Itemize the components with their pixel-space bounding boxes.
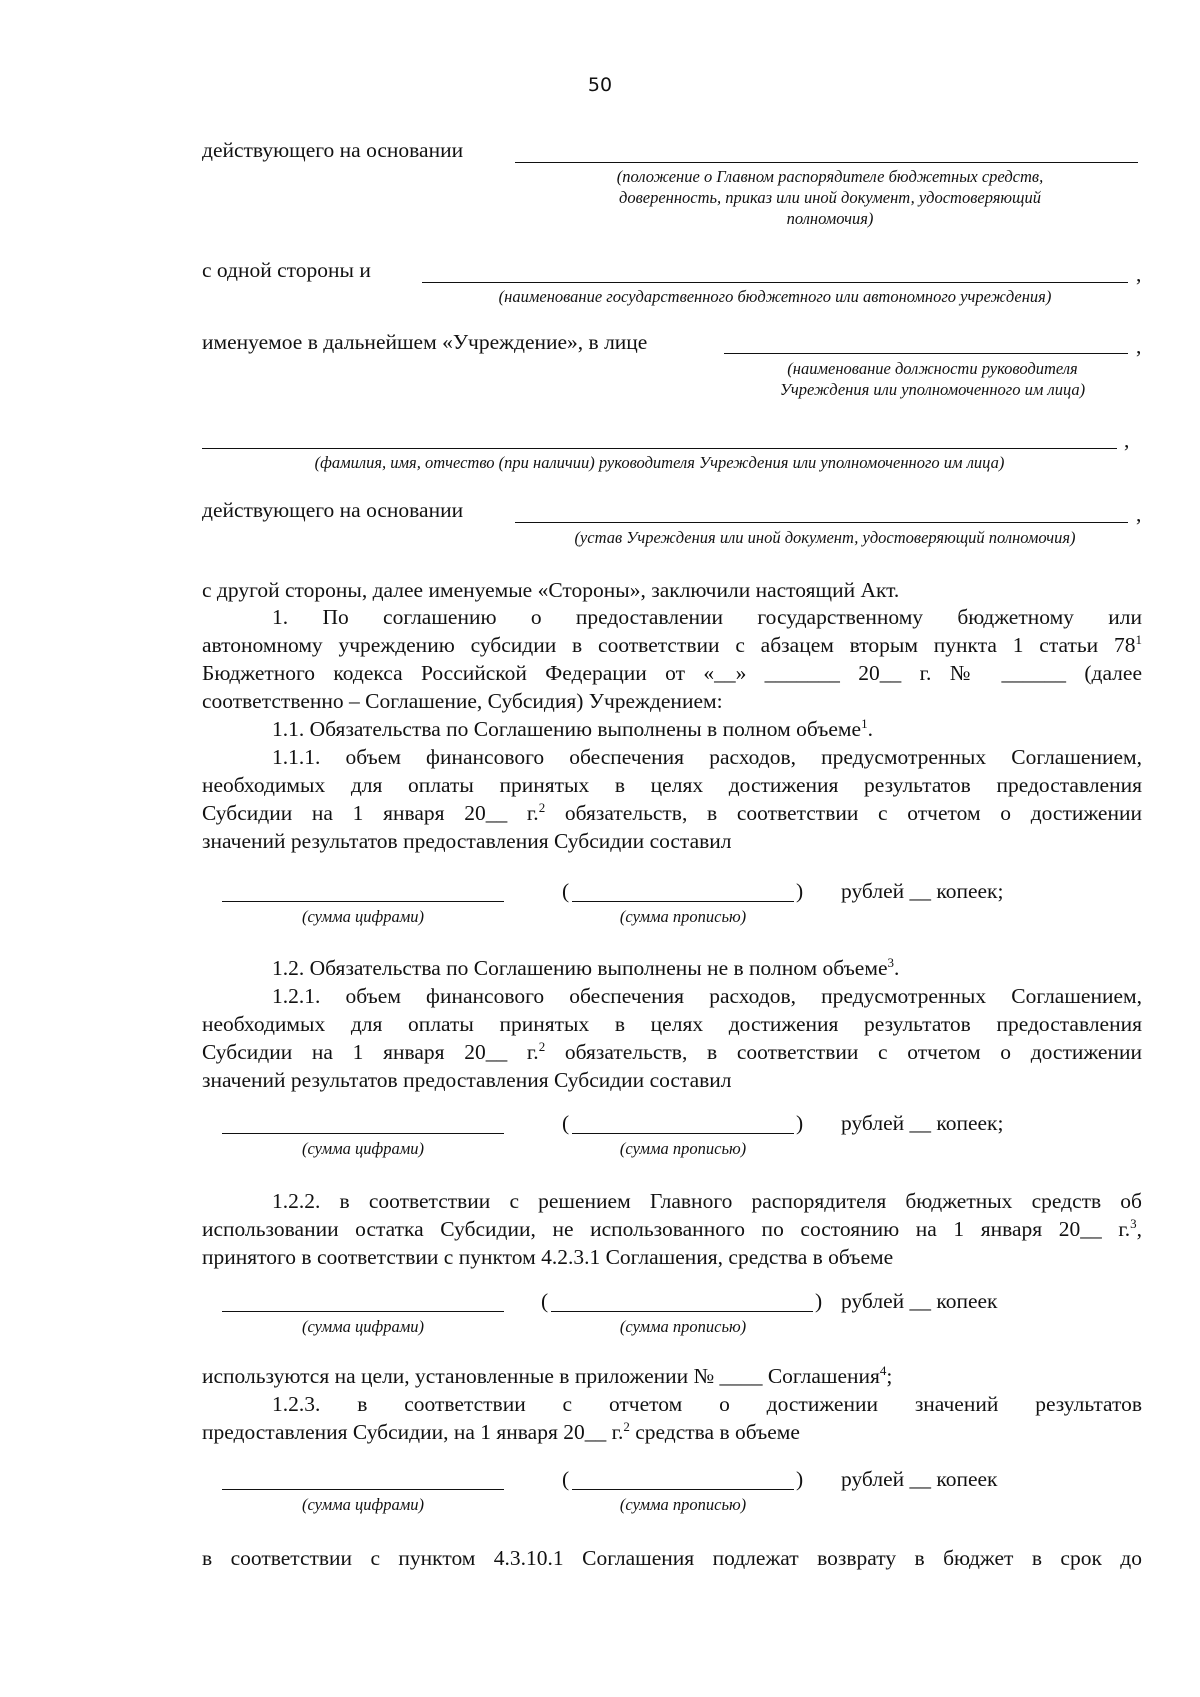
comma: , [1136,334,1142,358]
rubles-kopecks: рублей __ копеек [841,1289,998,1313]
sum-words-hint: (сумма прописью) [619,1495,747,1514]
p111-line2: необходимых для оплаты принятых в целях достижения результатов предоставления [202,773,1142,797]
p123-line1: 1.2.3. в соответствии с отчетом о достижении значений результатов [272,1392,1142,1416]
acting-basis-label: действующего на основании [202,138,464,162]
one-side-label: с одной стороны и [202,258,371,282]
rubles-kopecks: рублей __ копеек; [841,1111,1004,1135]
other-side-line: с другой стороны, далее именуемые «Стороны», заключили настоящий Акт. [202,578,900,602]
p11-line: 1.1. Обязательства по Соглашению выполнены в полном объеме$^1$. [272,716,873,741]
sum-words-blank [572,901,794,902]
named-label: именуемое в дальнейшем «Учреждение», в лице [202,330,648,354]
sum-digits-blank [222,1311,504,1312]
p122-line2: использовании остатка Субсидии, не использованного по состоянию на 1 января 20__ г.$^3$, [202,1216,1142,1241]
sum-words-hint: (сумма прописью) [619,1317,747,1336]
paren-open: ( [562,879,570,903]
sum-digits-blank [222,901,504,902]
sum-digits-hint: (сумма цифрами) [301,907,425,926]
paren-close: ) [796,1467,804,1491]
sum-digits-hint: (сумма цифрами) [301,1139,425,1158]
p121-line2: необходимых для оплаты принятых в целях достижения результатов предоставления [202,1012,1142,1036]
p1-line2: автономному учреждению субсидии в соответствии с абзацем вторым пункта 1 статьи $78^1$ [202,632,1142,657]
comma: , [1124,428,1130,452]
p1-line1: 1. По соглашению о предоставлении государственному бюджетному или [272,605,1142,629]
rubles-kopecks: рублей __ копеек [841,1467,998,1491]
p122-line1: 1.2.2. в соответствии с решением Главного распорядителя бюджетных средств об [272,1189,1142,1213]
comma: , [1136,262,1142,286]
sum-words-hint: (сумма прописью) [619,907,747,926]
fio-blank [202,448,1117,449]
p121-line4: значений результатов предоставления Субсидии составил [202,1068,732,1092]
paren-close: ) [796,879,804,903]
p111-line3: Субсидии на 1 января 20__ г.$^2$ обязательств, в соответствии с отчетом о достижении [202,800,1142,825]
sum-digits-hint: (сумма цифрами) [301,1317,425,1336]
paren-open: ( [562,1111,570,1135]
page-number: 50 [587,74,613,96]
comma: , [1136,502,1142,526]
sum-digits-blank [222,1489,504,1490]
p111-line1: 1.1.1. объем финансового обеспечения расходов, предусмотренных Соглашением, [272,745,1142,769]
p1-line4: соответственно – Соглашение, Субсидия) Учреждением: [202,689,723,713]
p111-line4: значений результатов предоставления Субсидии составил [202,829,732,853]
charter-hint: (устав Учреждения или иной документ, удостоверяющий полномочия) [574,528,1076,547]
sum-digits-hint: (сумма цифрами) [301,1495,425,1514]
paren-close: ) [815,1289,823,1313]
acting-basis-hint: (положение о Главном распорядителе бюджетных средств, доверенность, приказ или иной документ, удостоверяющий полномочия) [616,167,1044,228]
rubles-kopecks: рублей __ копеек; [841,879,1004,903]
sum-words-blank [551,1311,813,1312]
sum-words-blank [572,1489,794,1490]
position-blank [724,353,1128,354]
acting-basis-2-label: действующего на основании [202,498,464,522]
institution-name-hint: (наименование государственного бюджетного или автономного учреждения) [498,287,1052,306]
p122-line3: принятого в соответствии с пунктом 4.2.3.1 Соглашения, средства в объеме [202,1245,894,1269]
paren-open: ( [541,1289,549,1313]
p123-line2: предоставления Субсидии, на 1 января 20__ г.$^2$ средства в объеме [202,1419,800,1444]
acting-basis-blank [515,162,1138,163]
p1-line3: Бюджетного кодекса Российской Федерации от «__» _______ 20__ г. № ______ (далее [202,661,1142,685]
paren-open: ( [562,1467,570,1491]
used-line: используются на цели, установленные в приложении № ____ Соглашения$^4$; [202,1363,893,1388]
fio-hint: (фамилия, имя, отчество (при наличии) руководителя Учреждения или уполномоченного им лица) [314,453,1005,472]
institution-name-blank [422,282,1128,283]
last-line: в соответствии с пунктом 4.3.10.1 Соглашения подлежат возврату в бюджет в срок до [202,1546,1142,1570]
p121-line1: 1.2.1. объем финансового обеспечения расходов, предусмотренных Соглашением, [272,984,1142,1008]
p12-line: 1.2. Обязательства по Соглашению выполнены не в полном объеме$^3$. [272,955,900,980]
position-hint: (наименование должности руководителя Учреждения или уполномоченного им лица) [779,359,1086,399]
sum-words-hint: (сумма прописью) [619,1139,747,1158]
paren-close: ) [796,1111,804,1135]
sum-digits-blank [222,1133,504,1134]
p121-line3: Субсидии на 1 января 20__ г.$^2$ обязательств, в соответствии с отчетом о достижении [202,1039,1142,1064]
sum-words-blank [572,1133,794,1134]
charter-blank [515,522,1128,523]
